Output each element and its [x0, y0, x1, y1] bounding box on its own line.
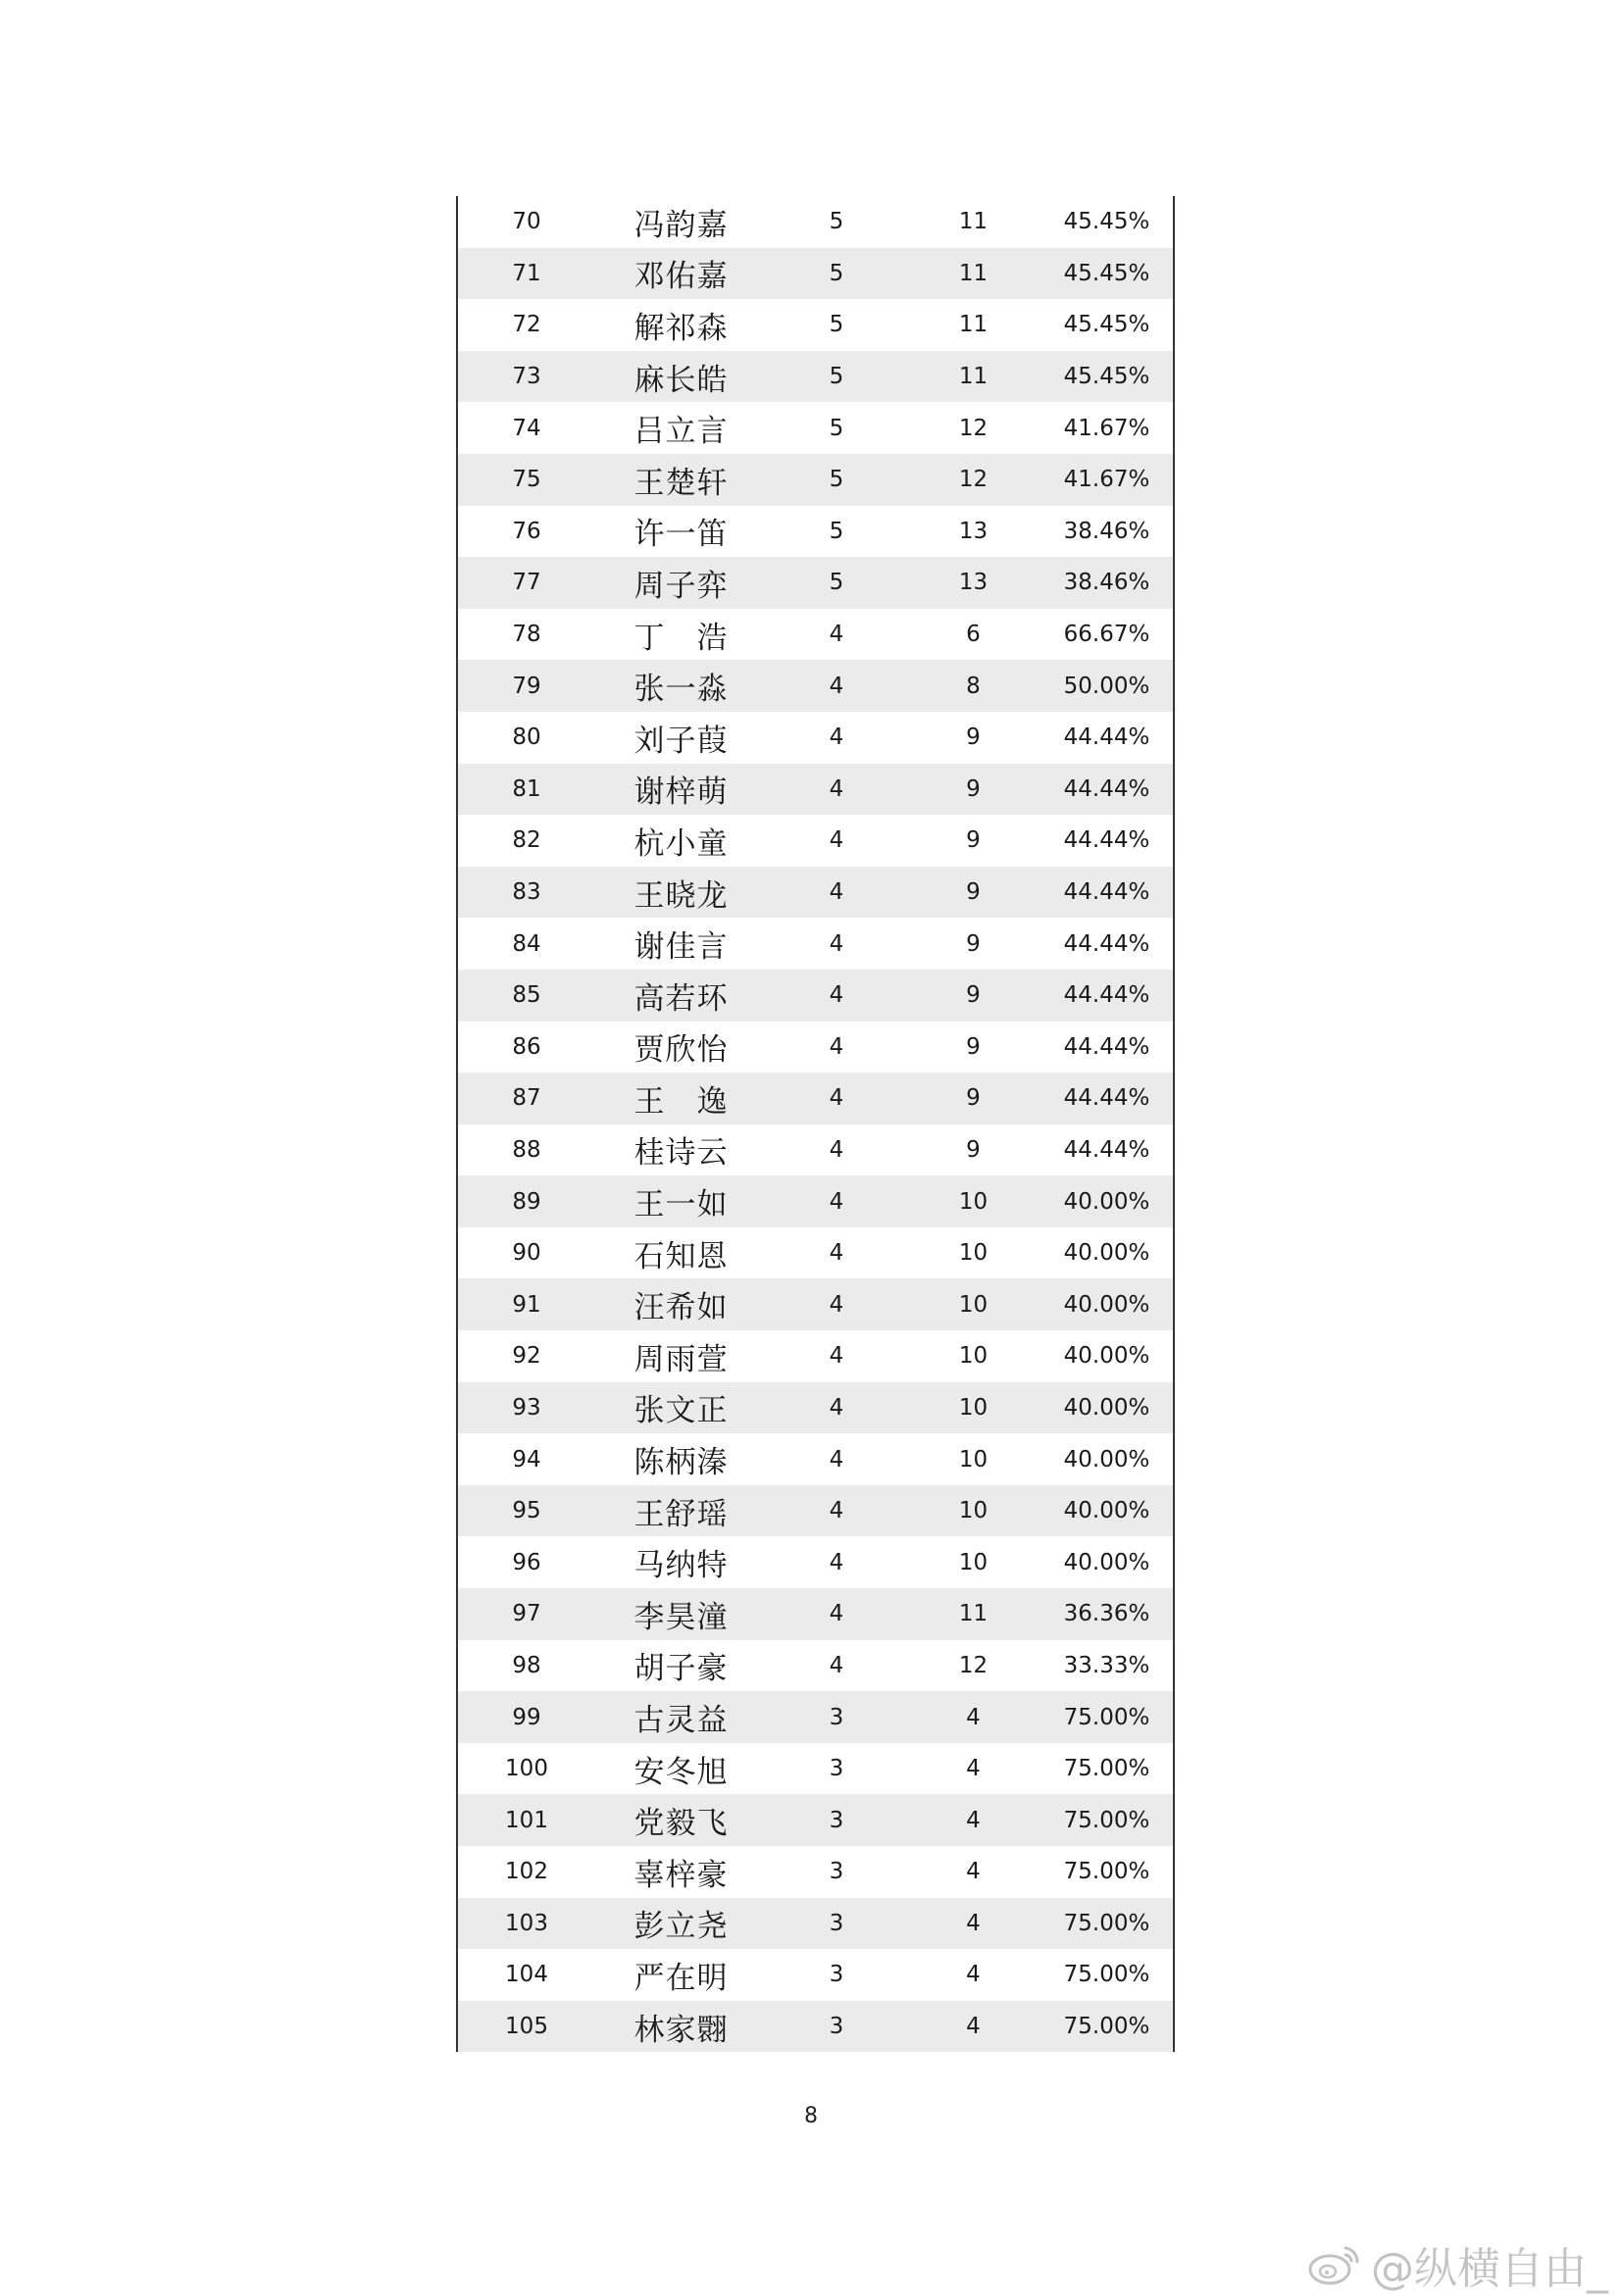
- name-cell: 王 逸: [634, 1083, 729, 1120]
- wins-cell: 3: [829, 1859, 844, 1885]
- table-row: [458, 918, 1173, 970]
- rank-cell: 89: [512, 1188, 541, 1215]
- rank-cell: 100: [505, 1756, 548, 1782]
- wins-cell: 3: [829, 1756, 844, 1782]
- name-cell: 桂诗云: [634, 1135, 729, 1172]
- name-cell: 王舒瑶: [634, 1496, 729, 1532]
- table-row: [458, 196, 1173, 248]
- total-cell: 9: [966, 1085, 981, 1112]
- percent-cell: 44.44%: [1063, 1136, 1150, 1163]
- name-cell: 许一笛: [634, 517, 729, 553]
- wins-cell: 4: [829, 1240, 844, 1267]
- percent-cell: 40.00%: [1063, 1240, 1150, 1267]
- table-row: [458, 1898, 1173, 1950]
- percent-cell: 40.00%: [1063, 1291, 1150, 1318]
- ranking-table: [456, 196, 1175, 2052]
- table-row: [458, 1588, 1173, 1640]
- wins-cell: 4: [829, 1394, 844, 1421]
- total-cell: 4: [966, 2014, 981, 2040]
- total-cell: 4: [966, 1704, 981, 1730]
- percent-cell: 75.00%: [1063, 1704, 1150, 1730]
- wins-cell: 4: [829, 879, 844, 906]
- percent-cell: 41.67%: [1063, 467, 1150, 493]
- rank-cell: 95: [512, 1498, 541, 1524]
- name-cell: 高若环: [634, 980, 729, 1017]
- table-row: [458, 506, 1173, 558]
- wins-cell: 5: [829, 467, 844, 493]
- percent-cell: 33.33%: [1063, 1652, 1150, 1678]
- total-cell: 11: [958, 364, 988, 390]
- watermark: [1306, 2240, 1608, 2294]
- total-cell: 9: [966, 827, 981, 854]
- percent-cell: 75.00%: [1063, 1910, 1150, 1936]
- total-cell: 9: [966, 930, 981, 957]
- wins-cell: 5: [829, 260, 844, 286]
- total-cell: 10: [958, 1291, 988, 1318]
- percent-cell: 40.00%: [1063, 1549, 1150, 1575]
- rank-cell: 79: [512, 673, 541, 699]
- name-cell: 王楚轩: [634, 465, 729, 501]
- percent-cell: 50.00%: [1063, 673, 1150, 699]
- wins-cell: 4: [829, 1652, 844, 1678]
- rank-cell: 84: [512, 930, 541, 957]
- name-cell: 吕立言: [634, 414, 729, 450]
- wins-cell: 4: [829, 1498, 844, 1524]
- wins-cell: 5: [829, 518, 844, 544]
- rank-cell: 70: [512, 209, 541, 235]
- table-row: [458, 1382, 1173, 1434]
- percent-cell: 40.00%: [1063, 1188, 1150, 1215]
- rank-cell: 72: [512, 312, 541, 338]
- total-cell: 4: [966, 1807, 981, 1833]
- name-cell: 安冬旭: [634, 1754, 729, 1790]
- percent-cell: 75.00%: [1063, 1859, 1150, 1885]
- name-cell: 谢梓萌: [634, 774, 729, 811]
- wins-cell: 3: [829, 2014, 844, 2040]
- wins-cell: 3: [829, 1962, 844, 1988]
- name-cell: 贾欣怡: [634, 1032, 729, 1069]
- percent-cell: 44.44%: [1063, 1085, 1150, 1112]
- rank-cell: 88: [512, 1136, 541, 1163]
- wins-cell: 3: [829, 1704, 844, 1730]
- name-cell: 张文正: [634, 1393, 729, 1429]
- percent-cell: 36.36%: [1063, 1601, 1150, 1627]
- wins-cell: 5: [829, 415, 844, 441]
- total-cell: 11: [958, 260, 988, 286]
- table-row: [458, 1691, 1173, 1743]
- wins-cell: 4: [829, 1136, 844, 1163]
- name-cell: 胡子豪: [634, 1651, 729, 1687]
- wins-cell: 4: [829, 622, 844, 648]
- percent-cell: 66.67%: [1063, 622, 1150, 648]
- name-cell: 刘子葭: [634, 723, 729, 759]
- name-cell: 丁 浩: [634, 620, 729, 656]
- percent-cell: 75.00%: [1063, 2014, 1150, 2040]
- rank-cell: 71: [512, 260, 541, 286]
- table-row: [458, 1949, 1173, 2001]
- rank-cell: 76: [512, 518, 541, 544]
- name-cell: 张一淼: [634, 672, 729, 708]
- total-cell: 10: [958, 1240, 988, 1267]
- table-row: [458, 970, 1173, 1022]
- watermark-text: @纵横自由_: [1371, 2244, 1608, 2294]
- rank-cell: 101: [505, 1807, 548, 1833]
- rank-cell: 85: [512, 982, 541, 1009]
- name-cell: 党毅飞: [634, 1806, 729, 1842]
- wins-cell: 5: [829, 570, 844, 596]
- wins-cell: 5: [829, 209, 844, 235]
- name-cell: 麻长皓: [634, 362, 729, 398]
- total-cell: 11: [958, 209, 988, 235]
- total-cell: 13: [958, 518, 988, 544]
- wins-cell: 5: [829, 312, 844, 338]
- total-cell: 10: [958, 1188, 988, 1215]
- table-row: [458, 609, 1173, 661]
- name-cell: 王一如: [634, 1187, 729, 1223]
- table-row: [458, 764, 1173, 816]
- rank-cell: 97: [512, 1601, 541, 1627]
- total-cell: 13: [958, 570, 988, 596]
- rank-cell: 104: [505, 1962, 548, 1988]
- name-cell: 马纳特: [634, 1548, 729, 1584]
- percent-cell: 44.44%: [1063, 775, 1150, 802]
- total-cell: 10: [958, 1498, 988, 1524]
- total-cell: 10: [958, 1343, 988, 1370]
- name-cell: 严在明: [634, 1960, 729, 1996]
- total-cell: 9: [966, 982, 981, 1009]
- table-row: [458, 1330, 1173, 1382]
- table-row: [458, 299, 1173, 351]
- percent-cell: 44.44%: [1063, 827, 1150, 854]
- percent-cell: 41.67%: [1063, 415, 1150, 441]
- table-row: [458, 1124, 1173, 1176]
- percent-cell: 40.00%: [1063, 1446, 1150, 1472]
- wins-cell: 4: [829, 982, 844, 1009]
- rank-cell: 74: [512, 415, 541, 441]
- percent-cell: 75.00%: [1063, 1962, 1150, 1988]
- wins-cell: 4: [829, 1033, 844, 1060]
- wins-cell: 4: [829, 673, 844, 699]
- wins-cell: 4: [829, 1446, 844, 1472]
- rank-cell: 75: [512, 467, 541, 493]
- weibo-icon: [1306, 2242, 1363, 2287]
- name-cell: 汪希如: [634, 1290, 729, 1326]
- table-row: [458, 815, 1173, 867]
- wins-cell: 4: [829, 1601, 844, 1627]
- percent-cell: 45.45%: [1063, 364, 1150, 390]
- rank-cell: 96: [512, 1549, 541, 1575]
- rank-cell: 93: [512, 1394, 541, 1421]
- total-cell: 8: [966, 673, 981, 699]
- percent-cell: 40.00%: [1063, 1498, 1150, 1524]
- rank-cell: 105: [505, 2014, 548, 2040]
- table-row: [458, 1536, 1173, 1588]
- table-row: [458, 1794, 1173, 1846]
- percent-cell: 40.00%: [1063, 1343, 1150, 1370]
- wins-cell: 4: [829, 930, 844, 957]
- name-cell: 陈柄溱: [634, 1445, 729, 1481]
- rank-cell: 92: [512, 1343, 541, 1370]
- wins-cell: 4: [829, 775, 844, 802]
- total-cell: 11: [958, 1601, 988, 1627]
- total-cell: 10: [958, 1446, 988, 1472]
- total-cell: 9: [966, 879, 981, 906]
- percent-cell: 45.45%: [1063, 209, 1150, 235]
- total-cell: 12: [958, 415, 988, 441]
- rank-cell: 90: [512, 1240, 541, 1267]
- wins-cell: 4: [829, 1343, 844, 1370]
- percent-cell: 44.44%: [1063, 879, 1150, 906]
- name-cell: 谢佳言: [634, 929, 729, 966]
- name-cell: 王晓龙: [634, 877, 729, 914]
- total-cell: 4: [966, 1756, 981, 1782]
- table-row: [458, 2001, 1173, 2053]
- total-cell: 10: [958, 1549, 988, 1575]
- percent-cell: 44.44%: [1063, 724, 1150, 751]
- name-cell: 石知恩: [634, 1238, 729, 1274]
- wins-cell: 5: [829, 364, 844, 390]
- rank-cell: 99: [512, 1704, 541, 1730]
- table-row: [458, 1433, 1173, 1485]
- table-row: [458, 712, 1173, 764]
- name-cell: 周子弈: [634, 568, 729, 604]
- total-cell: 9: [966, 1033, 981, 1060]
- rank-cell: 103: [505, 1910, 548, 1936]
- table-row: [458, 1743, 1173, 1795]
- rank-cell: 87: [512, 1085, 541, 1112]
- percent-cell: 40.00%: [1063, 1394, 1150, 1421]
- rank-cell: 86: [512, 1033, 541, 1060]
- wins-cell: 3: [829, 1910, 844, 1936]
- percent-cell: 75.00%: [1063, 1807, 1150, 1833]
- total-cell: 9: [966, 1136, 981, 1163]
- table-row: [458, 1073, 1173, 1124]
- total-cell: 6: [966, 622, 981, 648]
- table-row: [458, 402, 1173, 454]
- name-cell: 杭小童: [634, 825, 729, 862]
- percent-cell: 44.44%: [1063, 1033, 1150, 1060]
- name-cell: 解祁森: [634, 310, 729, 346]
- name-cell: 邓佑嘉: [634, 259, 729, 295]
- rank-cell: 102: [505, 1859, 548, 1885]
- table-row: [458, 248, 1173, 300]
- wins-cell: 4: [829, 1291, 844, 1318]
- total-cell: 9: [966, 775, 981, 802]
- total-cell: 10: [958, 1394, 988, 1421]
- percent-cell: 44.44%: [1063, 930, 1150, 957]
- wins-cell: 3: [829, 1807, 844, 1833]
- rank-cell: 78: [512, 622, 541, 648]
- rank-cell: 81: [512, 775, 541, 802]
- wins-cell: 4: [829, 1549, 844, 1575]
- percent-cell: 75.00%: [1063, 1756, 1150, 1782]
- table-row: [458, 1640, 1173, 1692]
- wins-cell: 4: [829, 724, 844, 751]
- total-cell: 11: [958, 312, 988, 338]
- name-cell: 林家翾: [634, 2012, 729, 2048]
- rank-cell: 73: [512, 364, 541, 390]
- table-row: [458, 867, 1173, 919]
- rank-cell: 91: [512, 1291, 541, 1318]
- percent-cell: 38.46%: [1063, 518, 1150, 544]
- table-row: [458, 1485, 1173, 1537]
- name-cell: 周雨萱: [634, 1341, 729, 1377]
- rank-cell: 82: [512, 827, 541, 854]
- total-cell: 4: [966, 1859, 981, 1885]
- percent-cell: 45.45%: [1063, 312, 1150, 338]
- total-cell: 9: [966, 724, 981, 751]
- rank-cell: 80: [512, 724, 541, 751]
- name-cell: 辜梓豪: [634, 1857, 729, 1893]
- rank-cell: 94: [512, 1446, 541, 1472]
- table-row: [458, 557, 1173, 609]
- total-cell: 12: [958, 1652, 988, 1678]
- rank-cell: 83: [512, 879, 541, 906]
- wins-cell: 4: [829, 1085, 844, 1112]
- name-cell: 冯韵嘉: [634, 207, 729, 243]
- table-row: [458, 660, 1173, 712]
- total-cell: 4: [966, 1910, 981, 1936]
- wins-cell: 4: [829, 827, 844, 854]
- percent-cell: 38.46%: [1063, 570, 1150, 596]
- table-row: [458, 454, 1173, 506]
- name-cell: 李昊潼: [634, 1599, 729, 1635]
- name-cell: 彭立尧: [634, 1909, 729, 1945]
- wins-cell: 4: [829, 1188, 844, 1215]
- table-row: [458, 1278, 1173, 1330]
- table-row: [458, 1175, 1173, 1227]
- total-cell: 12: [958, 467, 988, 493]
- table-row: [458, 1846, 1173, 1898]
- page-number: 8: [804, 2104, 818, 2128]
- table-body: [458, 196, 1173, 2052]
- rank-cell: 77: [512, 570, 541, 596]
- rank-cell: 98: [512, 1652, 541, 1678]
- total-cell: 4: [966, 1962, 981, 1988]
- name-cell: 古灵益: [634, 1703, 729, 1739]
- table-row: [458, 1022, 1173, 1073]
- percent-cell: 45.45%: [1063, 260, 1150, 286]
- percent-cell: 44.44%: [1063, 982, 1150, 1009]
- table-row: [458, 351, 1173, 403]
- table-row: [458, 1227, 1173, 1279]
